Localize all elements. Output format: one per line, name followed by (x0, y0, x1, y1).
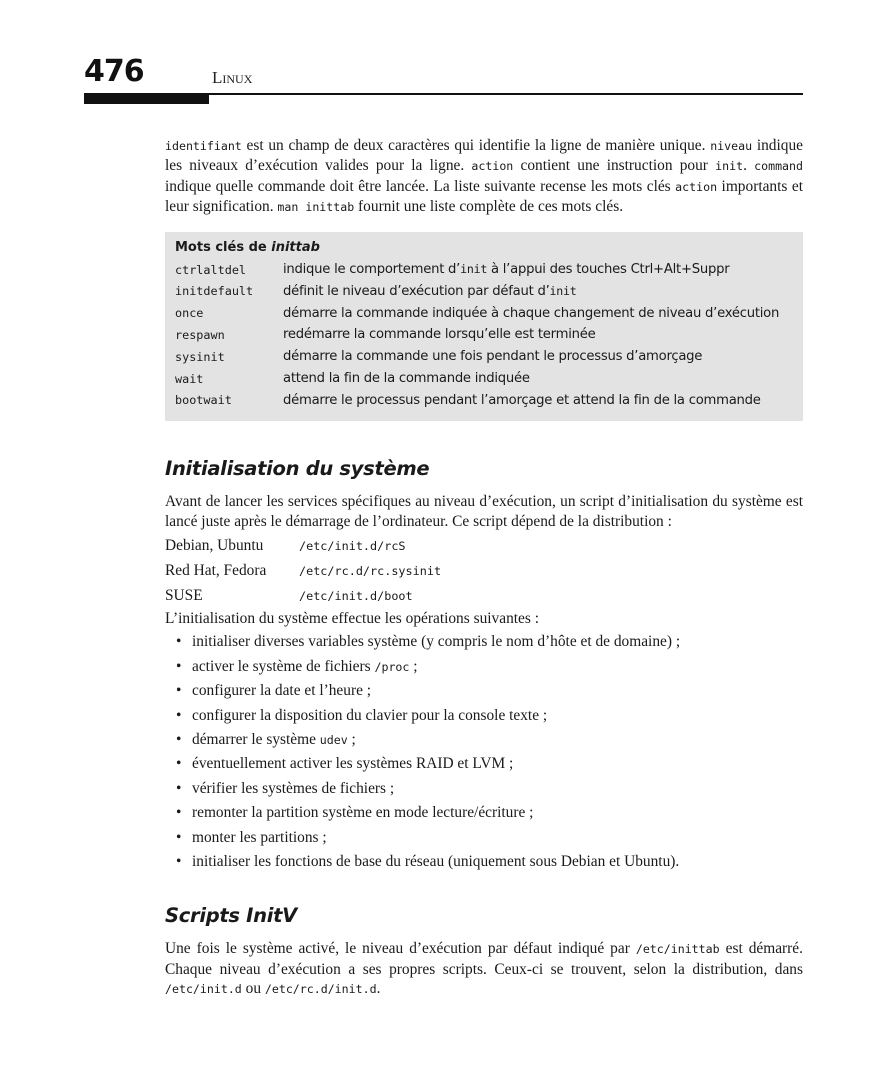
code-term: action (675, 179, 718, 194)
keyword-name: bootwait (175, 393, 232, 408)
keyword-name: ctrlaltdel (175, 262, 247, 277)
distro-row (165, 558, 803, 583)
keyword-row (175, 324, 793, 346)
keyword-row (175, 346, 793, 368)
script-path: /etc/init.d/boot (299, 588, 413, 603)
keywords-box-title: Mots clés de inittab (175, 239, 320, 255)
keyword-name: respawn (175, 327, 225, 342)
keyword-row (175, 259, 793, 281)
keyword-name: initdefault (175, 284, 254, 299)
list-item: • configurer la disposition du clavier pour la console texte ; (165, 704, 803, 728)
keyword-description: démarre la commande une fois pendant le processus d’amorçage (283, 349, 703, 365)
code-term: /etc/init.d (165, 982, 242, 997)
keyword-description: indique le comportement d’init à l’appui des touches Ctrl+Alt+Suppr (283, 262, 730, 278)
distro-list (165, 533, 803, 608)
code-term: man inittab (277, 200, 355, 215)
header-rule-thick (84, 95, 209, 104)
list-item: • vérifier les systèmes de fichiers ; (165, 777, 803, 801)
list-item: • initialiser diverses variables système (y compris le nom d’hôte et de domaine) ; (165, 630, 803, 654)
keyword-description: démarre le processus pendant l’amorçage et attend la fin de la commande (283, 392, 761, 408)
keyword-description: redémarre la commande lorsqu’elle est terminée (283, 327, 596, 343)
distro-name: Red Hat, Fedora (165, 561, 267, 579)
keyword-row (175, 280, 793, 302)
list-item: • configurer la date et l’heure ; (165, 679, 803, 703)
keyword-row (175, 389, 793, 411)
distro-name: Debian, Ubuntu (165, 536, 264, 554)
list-intro: L’initialisation du système effectue les opérations suivantes : (165, 610, 539, 628)
code-term: identifiant (165, 139, 242, 153)
keyword-row (175, 302, 793, 324)
distro-row (165, 533, 803, 558)
initv-paragraph: Une fois le système activé, le niveau d’exécution par défaut indiqué par /etc/inittab est démarré. Chaque niveau d’exécution a ses propres scripts. Ceux-ci se trouvent, selon la distribution, dans /etc/init.d ou /etc/rc.d/init.d. (165, 940, 803, 998)
keyword-description: attend la fin de la commande indiquée (283, 371, 530, 386)
list-item: • activer le système de fichiers /proc ; (165, 655, 803, 679)
list-item: • remonter la partition système en mode lecture/écriture ; (165, 801, 803, 825)
operations-list (165, 630, 803, 874)
code-term: niveau (710, 139, 753, 153)
script-path: /etc/init.d/rcS (299, 538, 406, 553)
init-paragraph: Avant de lancer les services spécifiques au niveau d’exécution, un script d’initialisation du système est lancé juste après le démarrage de l’ordinateur. Ce script dépend de la distribution : (165, 493, 803, 530)
keyword-description: démarre la commande indiquée à chaque changement de niveau d’exécution (283, 305, 780, 321)
keyword-name: sysinit (175, 349, 225, 364)
intro-paragraph: identifiant est un champ de deux caractères qui identifie la ligne de manière unique. niveau indique les niveaux d’exécution valides pour la ligne. action contient une instruction pour init. command indique quelle commande doit être lancée. La liste suivante recense les mots clés action importants et leur signification. man inittab fournit une liste complète de ces mots clés. (165, 137, 803, 216)
inittab-keywords-box (165, 232, 803, 422)
section-heading-initv: Scripts InitV (165, 904, 297, 928)
code-term: /etc/rc.d/init.d (264, 982, 377, 997)
list-item: • éventuellement activer les systèmes RAID et LVM ; (165, 752, 803, 776)
code-term: action (471, 159, 514, 174)
keyword-name: wait (175, 371, 204, 386)
keyword-name: once (175, 306, 204, 321)
keyword-row (175, 368, 793, 390)
script-path: /etc/rc.d/rc.sysinit (299, 563, 442, 578)
code-term: command (754, 159, 803, 174)
list-item: • initialiser les fonctions de base du réseau (uniquement sous Debian et Ubuntu). (165, 850, 803, 874)
page-content (165, 136, 803, 1000)
section-heading-init: Initialisation du système (165, 457, 430, 481)
list-item: • démarrer le système udev ; (165, 728, 803, 752)
distro-row (165, 583, 803, 608)
page-number: 476 (84, 54, 144, 89)
code-term: init (715, 159, 744, 174)
list-item: • monter les partitions ; (165, 826, 803, 850)
code-term: /etc/inittab (635, 942, 720, 957)
keyword-description: définit le niveau d’exécution par défaut d’init (283, 283, 577, 299)
running-head: Linux (212, 68, 253, 87)
distro-name: SUSE (165, 586, 203, 604)
